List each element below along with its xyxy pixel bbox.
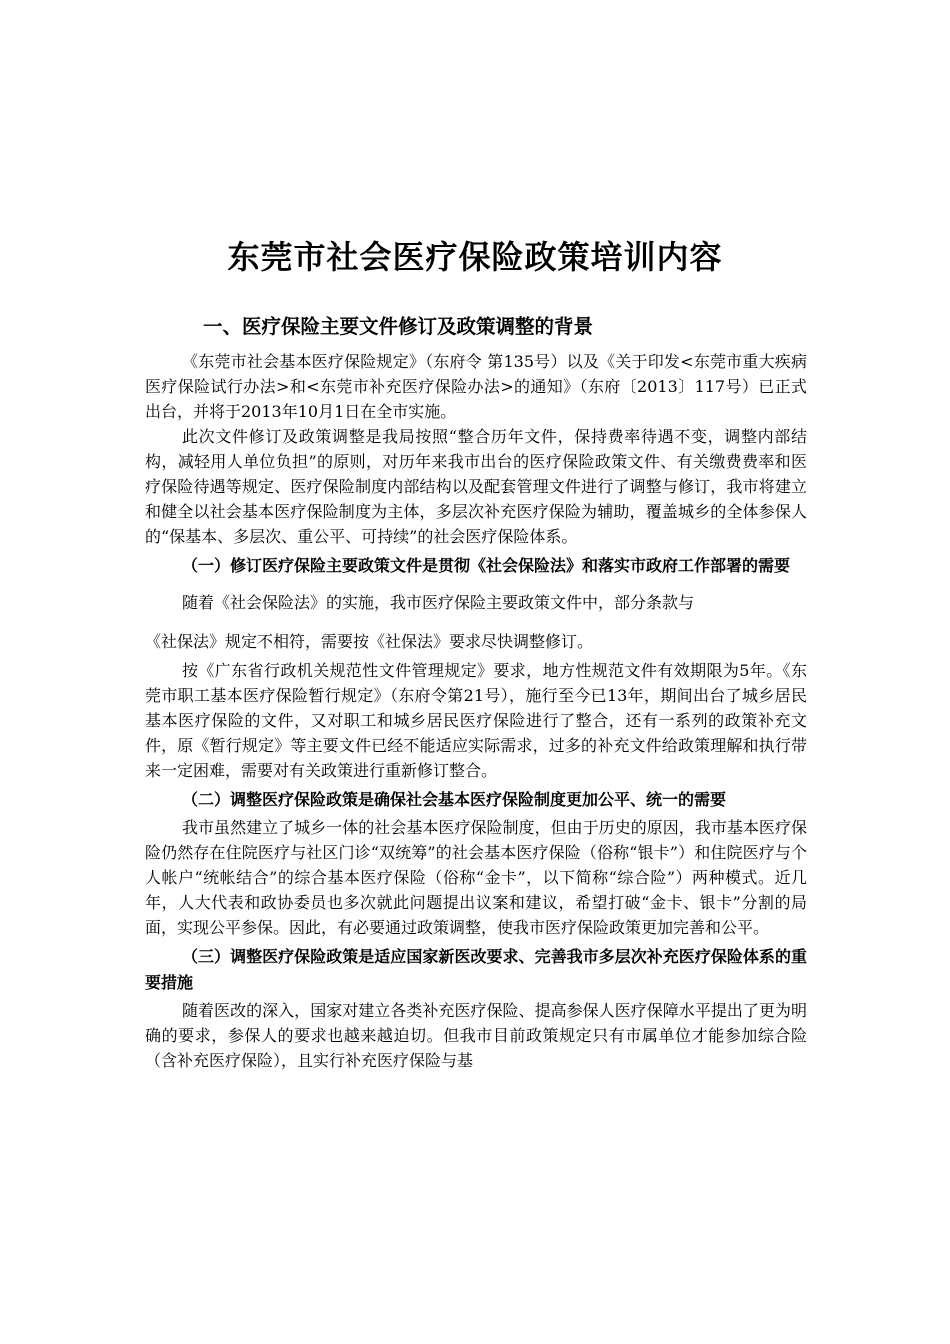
paragraph: 《东莞市社会基本医疗保险规定》（东府令 第135号）以及《关于印发<东莞市重大疾病医疗保险试行办法>和<东莞市补充医疗保险办法>的通知》（东府〔2013〕117号）已正式出台，并将于2013年10月1日在全市实施。 xyxy=(145,352,807,421)
paragraph: 随着《社会保险法》的实施，我市医疗保险主要政策文件中，部分条款与 xyxy=(182,593,695,612)
subsection-heading: （三）调整医疗保险政策是适应国家新医改要求、完善我市多层次补充医疗保险体系的重要措施 xyxy=(145,947,807,992)
subsection-heading: （一）修订医疗保险主要政策文件是贯彻《社会保险法》和落实市政府工作部署的需要 xyxy=(182,556,791,575)
document-title: 东莞市社会医疗保险政策培训内容 xyxy=(227,238,723,276)
section-heading: 一、医疗保险主要文件修订及政策调整的背景 xyxy=(203,315,594,338)
paragraph: 随着医改的深入，国家对建立各类补充医疗保险、提高参保人医疗保障水平提出了更为明确的要求，参保人的要求也越来越迫切。但我市目前政策规定只有市属单位才能参加综合险（含补充医疗保险），且实行补充医疗保险与基 xyxy=(145,1001,807,1070)
document-body xyxy=(145,314,807,1073)
paragraph: 此次文件修订及政策调整是我局按照“整合历年文件，保持费率待遇不变，调整内部结构，减轻用人单位负担”的原则，对历年来我市出台的医疗保险政策文件、有关缴费费率和医疗保险待遇等规定、医疗保险制度内部结构以及配套管理文件进行了调整与修订，我市将建立和健全以社会基本医疗保险制度为主体，多层次补充医疗保险为辅助，覆盖城乡的全体参保人的“保基本、多层次、重公平、可持续”的社会医疗保险体系。 xyxy=(145,427,807,546)
paragraph-continuation: 《社保法》规定不相符，需要按《社保法》要求尽快调整修订。 xyxy=(145,632,594,651)
subsection-heading: （二）调整医疗保险政策是确保社会基本医疗保险制度更加公平、统一的需要 xyxy=(182,790,727,809)
paragraph: 我市虽然建立了城乡一体的社会基本医疗保险制度，但由于历史的原因，我市基本医疗保险仍然存在住院医疗与社区门诊“双统筹”的社会基本医疗保险（俗称“银卡”）和住院医疗与个人帐户“统帐结合”的综合基本医疗保险（俗称“金卡”，以下简称“综合险”）两种模式。近几年，人大代表和政协委员也多次就此问题提出议案和建议，希望打破“金卡、银卡”分割的局面，实现公平参保。因此，有必要通过政策调整，使我市医疗保险政策更加完善和公平。 xyxy=(145,818,807,937)
paragraph: 按《广东省行政机关规范性文件管理规定》要求，地方性规范文件有效期限为5年。《东莞市职工基本医疗保险暂行规定》（东府令第21号），施行至今已13年，期间出台了城乡居民基本医疗保险的文件，又对职工和城乡居民医疗保险进行了整合，还有一系列的政策补充文件，原《暂行规定》等主要文件已经不能适应实际需求，过多的补充文件给政策理解和执行带来一定困难，需要对有关政策进行重新修订整合。 xyxy=(145,661,807,780)
